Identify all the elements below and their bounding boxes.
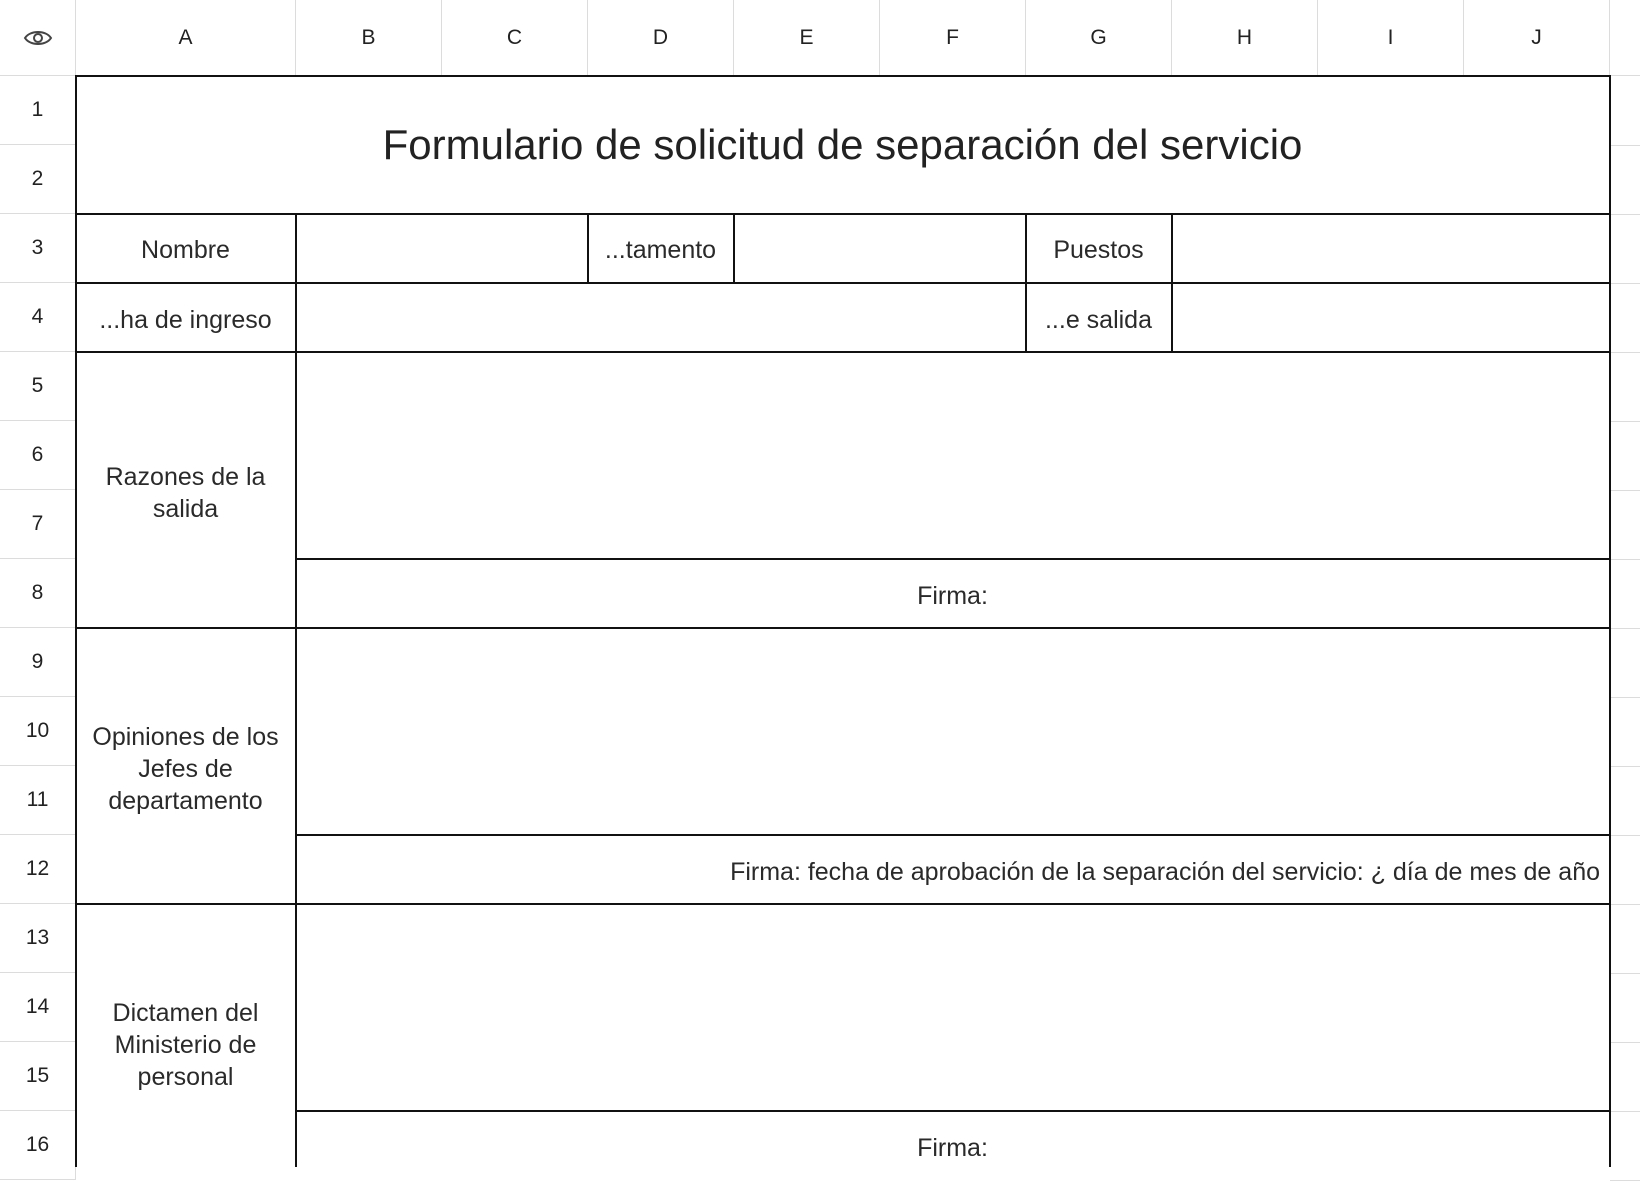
column-header-f[interactable]: F [880, 0, 1026, 76]
gridline [1610, 145, 1640, 146]
gridline [1610, 904, 1640, 905]
cell-border [1171, 213, 1173, 352]
row-header-1[interactable]: 1 [0, 76, 76, 145]
cell-border [76, 75, 1611, 77]
gridline [1610, 283, 1640, 284]
row-header-2[interactable]: 2 [0, 145, 76, 214]
exit-date-label[interactable]: ...e salida [1044, 305, 1152, 334]
row-header-5[interactable]: 5 [0, 352, 76, 421]
position-label[interactable]: Puestos [1053, 235, 1144, 264]
gridline [1610, 766, 1640, 767]
department-label[interactable]: ...tamento [604, 235, 717, 264]
gridline [1610, 352, 1640, 353]
form-title[interactable]: Formulario de solicitud de separación del servicio [382, 121, 1303, 168]
gridline [1610, 490, 1640, 491]
cell-border [76, 213, 1611, 215]
row-header-3[interactable]: 3 [0, 214, 76, 283]
cell-border [296, 834, 1611, 836]
gridline [1610, 1042, 1640, 1043]
column-header-h[interactable]: H [1172, 0, 1318, 76]
gridline [1610, 559, 1640, 560]
cell-border [1025, 213, 1027, 352]
cell-border [295, 213, 297, 1167]
gridline [1610, 1180, 1640, 1181]
row-header-13[interactable]: 13 [0, 904, 76, 973]
row-header-11[interactable]: 11 [0, 766, 76, 835]
gridline [1610, 214, 1640, 215]
opinions-value[interactable] [296, 631, 1609, 837]
opinions-signature[interactable]: Firma: fecha de aprobación de la separación del servicio: ¿ día de mes de año [730, 858, 1600, 886]
ruling-value[interactable] [296, 907, 1609, 1113]
row-header-9[interactable]: 9 [0, 628, 76, 697]
gridline [1610, 835, 1640, 836]
eye-icon[interactable] [23, 28, 53, 48]
gridline [1610, 973, 1640, 974]
row-header-4[interactable]: 4 [0, 283, 76, 352]
name-label[interactable]: Nombre [141, 235, 230, 264]
name-value[interactable] [296, 215, 587, 284]
column-header-a[interactable]: A [76, 0, 296, 76]
column-header-j[interactable]: J [1464, 0, 1610, 76]
column-header-d[interactable]: D [588, 0, 734, 76]
ruling-label[interactable]: Dictamen del Ministerio de personal [112, 998, 259, 1091]
cell-border [76, 282, 1611, 284]
column-header-g[interactable]: G [1026, 0, 1172, 76]
cell-border [76, 627, 1611, 629]
entry-date-label[interactable]: ...ha de ingreso [99, 305, 272, 334]
exit-date-value[interactable] [1172, 285, 1609, 354]
cell-border [76, 351, 1611, 353]
column-header-b[interactable]: B [296, 0, 442, 76]
position-value[interactable] [1172, 215, 1609, 284]
cell-border [296, 1110, 1611, 1112]
reasons-value[interactable] [296, 355, 1609, 561]
reasons-label[interactable]: Razones de la salida [105, 462, 266, 523]
column-header-c[interactable]: C [442, 0, 588, 76]
gridline [1610, 1111, 1640, 1112]
row-header-6[interactable]: 6 [0, 421, 76, 490]
row-header-14[interactable]: 14 [0, 973, 76, 1042]
cell-border [76, 903, 1611, 905]
row-header-16[interactable]: 16 [0, 1111, 76, 1180]
column-header-overflow [1610, 0, 1640, 76]
cell-border [1609, 75, 1611, 1167]
cell-border [296, 558, 1611, 560]
gridline [1610, 697, 1640, 698]
select-all-corner[interactable] [0, 0, 76, 76]
ruling-signature[interactable]: Firma: [917, 1134, 988, 1162]
row-header-15[interactable]: 15 [0, 1042, 76, 1111]
department-value[interactable] [734, 215, 1025, 284]
row-header-8[interactable]: 8 [0, 559, 76, 628]
entry-date-value[interactable] [296, 285, 1025, 354]
opinions-label[interactable]: Opiniones de los Jefes de departamento [92, 722, 279, 815]
row-header-7[interactable]: 7 [0, 490, 76, 559]
cell-border [75, 75, 77, 1167]
row-header-12[interactable]: 12 [0, 835, 76, 904]
gridline [1610, 421, 1640, 422]
column-header-i[interactable]: I [1318, 0, 1464, 76]
column-header-e[interactable]: E [734, 0, 880, 76]
row-header-10[interactable]: 10 [0, 697, 76, 766]
cell-border [733, 213, 735, 283]
reasons-signature[interactable]: Firma: [917, 582, 988, 610]
cell-border [587, 213, 589, 283]
gridline [1610, 628, 1640, 629]
